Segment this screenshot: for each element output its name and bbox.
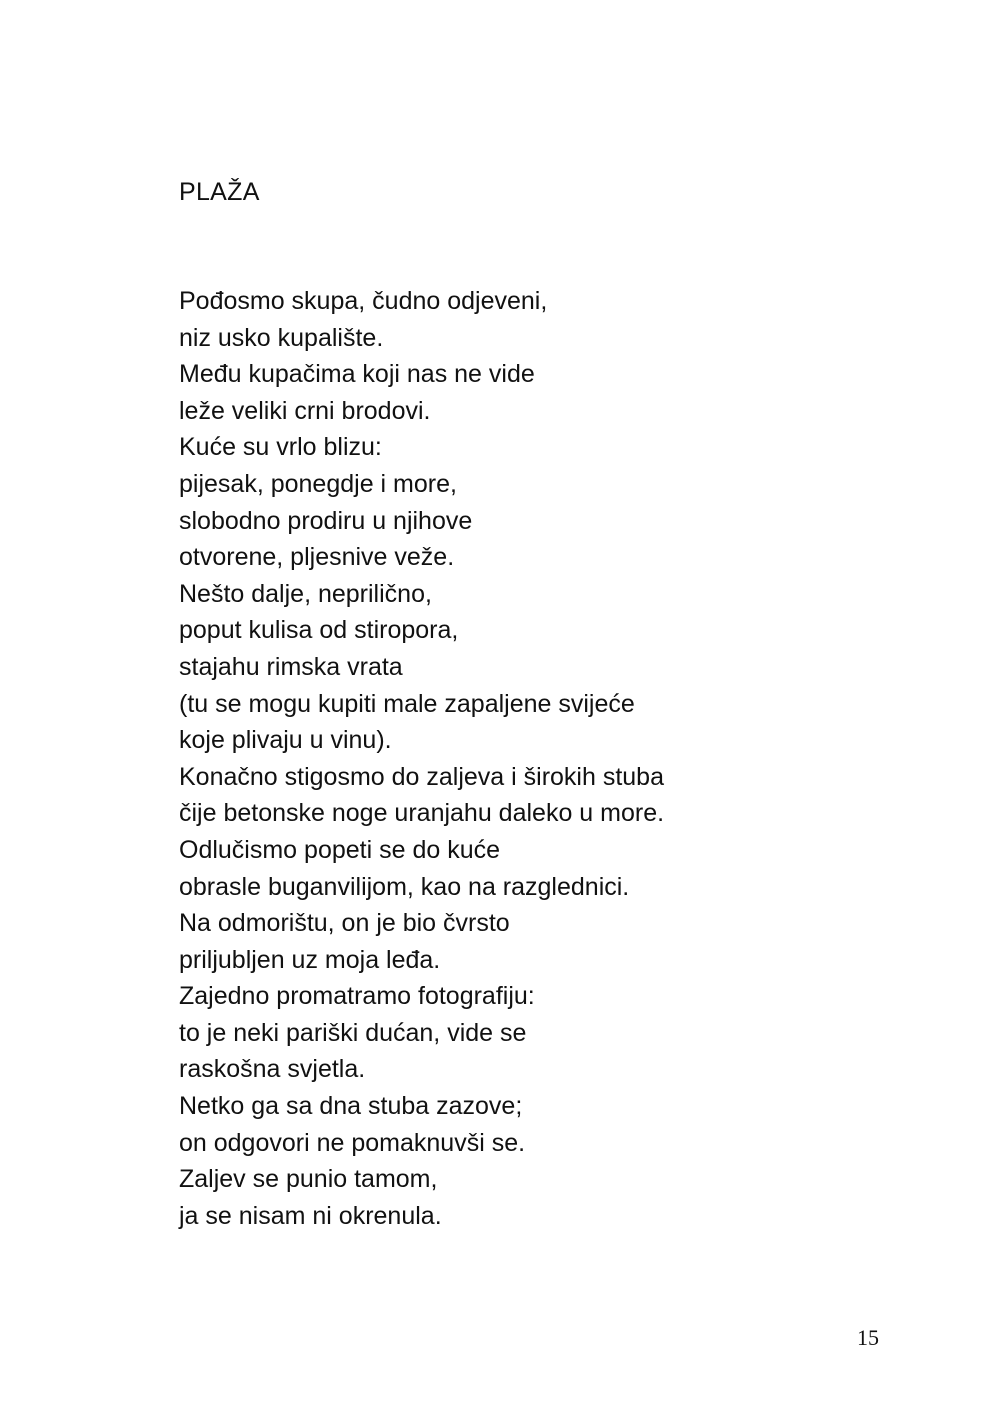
poem-line: Pođosmo skupa, čudno odjeveni,	[179, 287, 548, 315]
poem-line: Odlučismo popeti se do kuće	[179, 835, 501, 864]
poem-line: slobodno prodiru u njihove	[179, 506, 473, 535]
poem-title: PLAŽA	[179, 178, 260, 206]
poem-line: priljubljen uz moja leđa.	[179, 945, 441, 974]
poem-line: on odgovori ne pomaknuvši se.	[179, 1128, 526, 1157]
poem-line: ja se nisam ni okrenula.	[179, 1201, 442, 1230]
poem-line: leže veliki crni brodovi.	[179, 396, 431, 425]
poem-line: koje plivaju u vinu).	[179, 726, 392, 755]
poem-line: Netko ga sa dna stuba zazove;	[179, 1092, 523, 1121]
poem-line: niz usko kupalište.	[179, 323, 384, 352]
poem-line: otvorene, pljesnive veže.	[179, 543, 455, 572]
poem-line: Konačno stigosmo do zaljeva i širokih stuba	[179, 762, 664, 791]
page-number: 15	[857, 1325, 879, 1350]
poem-line: obrasle buganvilijom, kao na razglednici.	[179, 872, 630, 901]
poem-line: Kuće su vrlo blizu:	[179, 433, 382, 462]
poem-body	[179, 283, 664, 1234]
poem-line: Nešto dalje, nepriličnо,	[179, 579, 432, 608]
poem-line: Na odmorištu, on je bio čvrsto	[179, 909, 510, 938]
poem-line: raskošna svjetla.	[179, 1055, 366, 1084]
poem-line: (tu se mogu kupiti male zapaljene svijeće	[179, 689, 635, 718]
poem-line: poput kulisa od stiropora,	[179, 616, 459, 645]
poem-line: Zaljev se punio tamom,	[179, 1165, 438, 1194]
poem-line: stajahu rimska vrata	[179, 652, 403, 681]
poem-line: to je neki pariški dućan, vide se	[179, 1018, 527, 1047]
poem-line: Zajedno promatramo fotografiju:	[179, 982, 535, 1011]
poem-line: Među kupačima koji nas ne vide	[179, 360, 535, 389]
poem-line: čije betonske noge uranjahu daleko u more.	[179, 799, 665, 828]
poem-line: pijesak, ponegdje i more,	[179, 469, 457, 498]
